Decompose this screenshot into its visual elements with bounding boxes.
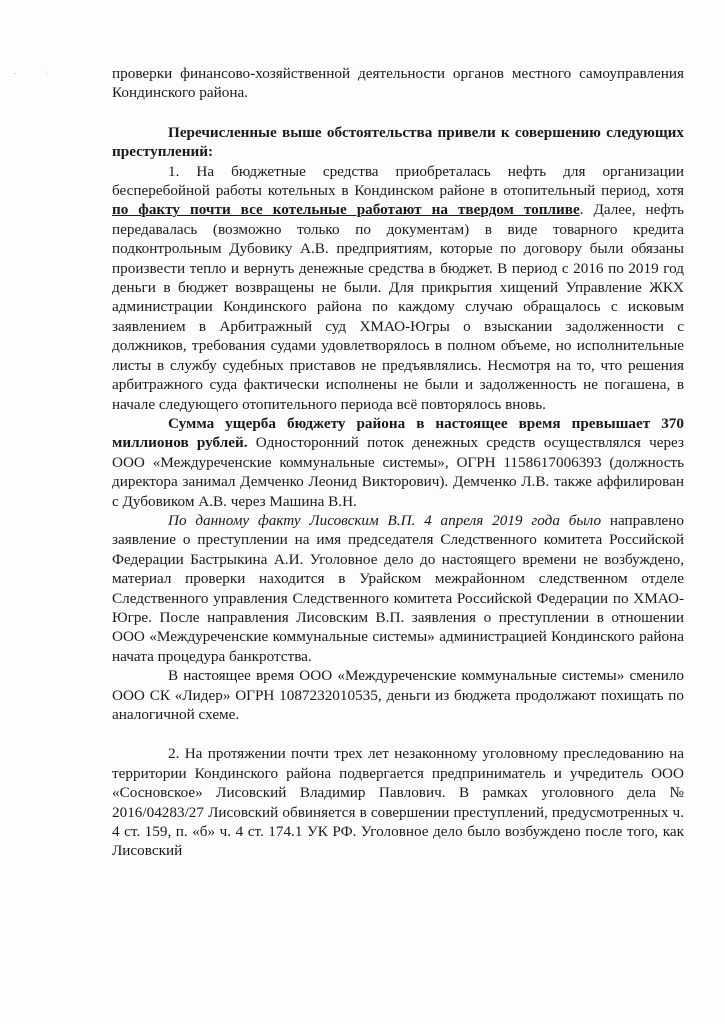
report-italic: По данному факту Лисовским В.П. 4 апреля 2019 года было — [168, 511, 602, 529]
item-1-text-start: 1. На бюджетные средства приобреталась нефть для организации бесперебойной работы котельных в Кондинском районе в отопительный период, хотя — [112, 162, 684, 200]
paragraph-report — [112, 511, 684, 666]
paragraph-item-1 — [112, 162, 684, 414]
paragraph-intro: проверки финансово-хозяйственной деятельности органов местного самоуправления Кондинского района. — [112, 65, 684, 102]
paragraph-heading: Перечисленные выше обстоятельства привели к совершению следующих преступлений: — [112, 123, 684, 161]
item-1-underlined: по факту почти все котельные работают на твердом топливе — [112, 201, 580, 219]
paragraph-damage — [112, 414, 684, 511]
paragraph-replacement: В настоящее время ООО «Междуреченские коммунальные системы» сменило ООО СК «Лидер» ОГРН 1087232010535, деньги из бюджета продолжают похищать по аналогичной схеме. — [112, 667, 684, 723]
document-body — [112, 64, 684, 861]
item-1-text-end: . Далее, нефть передавалась (возможно только по документам) в виде товарного кредита подконтрольным Дубовику А.В. предприятиям, которые по договору были обязаны произвести тепло и вернуть денежные средства в бюджет. В период с 2016 по 2019 год деньги в бюджет возвращены не были. Для прикрытия хищений Управление ЖКХ администрации Кондинского района по каждому случаю обращалось с исковым заявлением в Арбитражный суд ХМАО-Югры о взыскании задолженности с должников, требования судами удовлетворялось в полном объеме, но исполнительные листы в службу судебных приставов не предъявлялись. Несмотря на то, что решения арбитражного суда фактически исполнены не были и задолженность не погашена, в начале следующего отопительного периода всё повторялось вновь. — [112, 201, 684, 413]
damage-bold: Сумма ущерба бюджету района в настоящее время превышает 370 миллионов рублей. — [112, 414, 684, 452]
margin-mark: - : — [14, 70, 63, 77]
report-text: направлено заявление о преступлении на имя председателя Следственного комитета Российской Федерации Бастрыкина А.И. Уголовное дело до настоящего времени не возбуждено, материал проверки находится в Урайском межрайонном следственном отделе Следственного управления Следственного комитета Российской Федерации по ХМАО-Югре. После направления Лисовским В.П. заявления о преступлении в отношении ООО «Междуреченские коммунальные системы» администрацией Кондинского района начата процедура банкротства. — [112, 511, 684, 665]
damage-text: Односторонний поток денежных средств осуществлялся через ООО «Междуреченские коммунальные системы», ОГРН 1158617006393 (должность директора занимал Демченко Леонид Викторович). Демченко Л.В. также аффилирован с Дубовиком А.В. через Машина В.Н. — [112, 434, 684, 510]
paragraph-item-2: 2. На протяжении почти трех лет незаконному уголовному преследованию на территории Кондинского района подвергается предприниматель и учредитель ООО «Сосновское» Лисовский Владимир Павлович. В рамках уголовного дела № 2016/04283/27 Лисовский обвиняется в совершении преступлений, предусмотренных ч. 4 ст. 159, п. «б» ч. 4 ст. 174.1 УК РФ. Уголовное дело было возбуждено после того, как Лисовский — [112, 745, 684, 860]
